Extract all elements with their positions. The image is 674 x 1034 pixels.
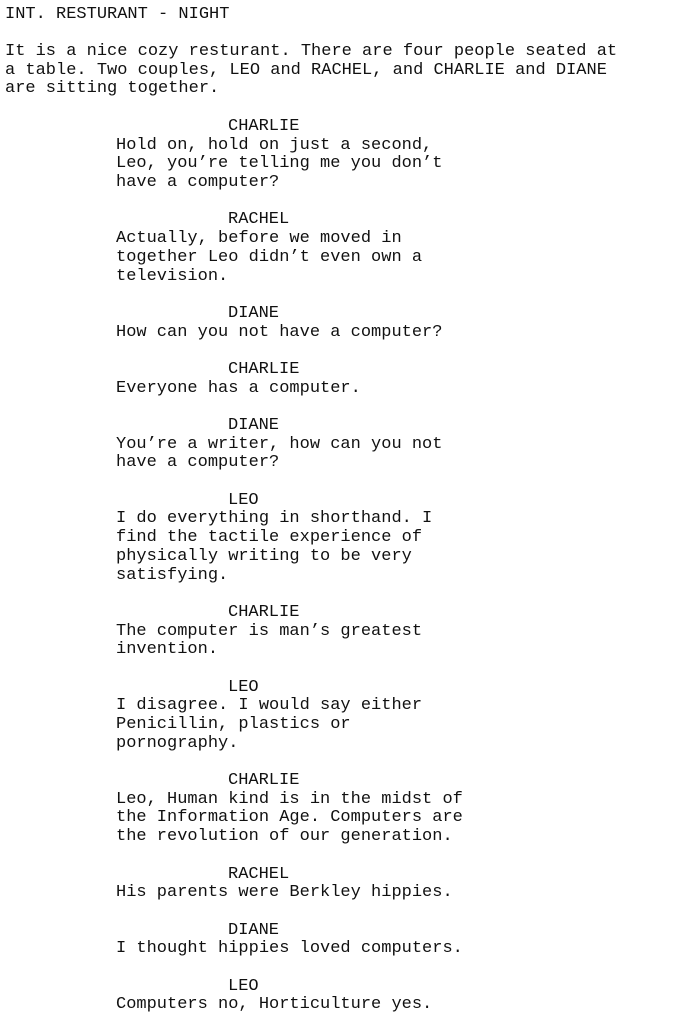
- dialogue-line: the revolution of our generation.: [116, 827, 453, 847]
- dialogue-line: invention.: [116, 640, 219, 660]
- dialogue-line: physically writing to be very: [116, 546, 412, 566]
- character-name: RACHEL: [228, 864, 290, 884]
- dialogue-line: satisfying.: [116, 565, 229, 585]
- dialogue-block: [116, 492, 636, 585]
- character-name: RACHEL: [228, 210, 290, 230]
- dialogue-block: [116, 922, 636, 959]
- dialogue-line: Leo, you’re telling me you don’t: [116, 154, 443, 174]
- dialogue-block: [116, 679, 636, 754]
- dialogue-line: television.: [116, 266, 229, 286]
- dialogue-line: Penicillin, plastics or: [116, 715, 351, 734]
- dialogue-block: [116, 772, 636, 847]
- character-name: DIANE: [228, 416, 280, 435]
- character-name: CHARLIE: [228, 117, 300, 136]
- dialogue-block: [116, 211, 636, 286]
- dialogue-line: The computer is man’s greatest: [116, 621, 423, 641]
- character-name: DIANE: [228, 303, 280, 323]
- dialogue-line: have a computer?: [116, 453, 280, 473]
- character-name: LEO: [228, 490, 259, 510]
- dialogue-line: find the tactile experience of: [116, 528, 423, 548]
- action-line: a table. Two couples, LEO and RACHEL, and CHARLIE and DIANE: [5, 60, 607, 80]
- dialogue-block: [116, 604, 636, 660]
- dialogue-line: Actually, before we moved in: [116, 229, 402, 249]
- dialogue-block: [116, 417, 636, 473]
- dialogue-line: You’re a writer, how can you not: [116, 434, 443, 454]
- dialogue-line: together Leo didn’t even own a: [116, 247, 423, 267]
- dialogue-block: [116, 978, 636, 1015]
- scene-heading: INT. RESTURANT - NIGHT: [5, 5, 230, 24]
- dialogue-line: Computers no, Horticulture yes.: [116, 995, 433, 1015]
- dialogue-block: [116, 361, 636, 398]
- character-name: LEO: [228, 677, 259, 697]
- character-name: CHARLIE: [228, 359, 300, 379]
- dialogue-line: Leo, Human kind is in the midst of: [116, 789, 463, 809]
- dialogue-section: [116, 118, 636, 1034]
- dialogue-block: [116, 305, 636, 342]
- dialogue-line: How can you not have a computer?: [116, 322, 443, 342]
- dialogue-line: I thought hippies loved computers.: [116, 939, 463, 959]
- dialogue-block: [116, 118, 636, 193]
- action-paragraph: [5, 43, 617, 99]
- action-line: are sitting together.: [5, 79, 220, 99]
- character-name: CHARLIE: [228, 602, 300, 622]
- character-name: LEO: [228, 976, 259, 996]
- character-name: CHARLIE: [228, 771, 300, 791]
- dialogue-line: Everyone has a computer.: [116, 378, 361, 398]
- dialogue-line: I disagree. I would say either: [116, 696, 423, 716]
- dialogue-line: His parents were Berkley hippies.: [116, 883, 453, 903]
- character-name: DIANE: [228, 920, 280, 940]
- dialogue-line: I do everything in shorthand. I: [116, 509, 433, 529]
- dialogue-line: have a computer?: [116, 173, 280, 193]
- dialogue-line: pornography.: [116, 733, 239, 753]
- dialogue-line: Hold on, hold on just a second,: [116, 135, 433, 155]
- dialogue-block: [116, 866, 636, 903]
- action-line: It is a nice cozy resturant. There are four people seated at: [5, 42, 618, 61]
- dialogue-line: the Information Age. Computers are: [116, 808, 463, 828]
